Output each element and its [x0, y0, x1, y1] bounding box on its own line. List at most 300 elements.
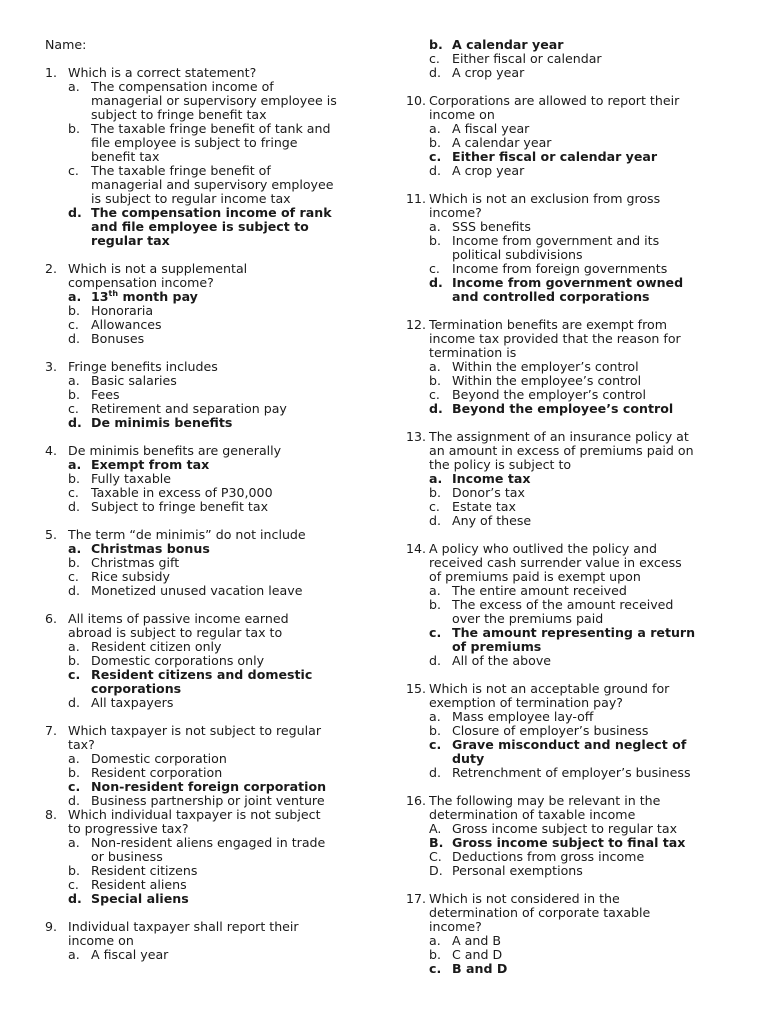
option-text-main: Income from government owned [452, 275, 684, 290]
option-text-main: Resident citizens [91, 863, 198, 878]
option-text-main: Income from government and its [452, 233, 660, 248]
option-letter: d. [429, 163, 441, 178]
option-text-main: Gross income subject to regular tax [452, 821, 678, 836]
option-letter: d. [429, 653, 441, 668]
option-letter: c. [429, 261, 440, 276]
option-text [452, 934, 501, 948]
question-text-continued [45, 822, 375, 836]
answer-option [406, 388, 736, 402]
option-letter: b. [429, 723, 441, 738]
answer-option-correct [45, 458, 375, 472]
answer-option-correct [406, 738, 736, 752]
question-text-continued [406, 570, 736, 584]
option-text-main: Resident aliens [91, 877, 187, 892]
option-letter: a. [68, 541, 82, 556]
option-text [91, 542, 210, 556]
option-text-main: Non-resident foreign corporation [91, 779, 327, 794]
option-text: file employee is subject to fringe [91, 135, 298, 150]
question-text: determination of corporate taxable [429, 905, 651, 920]
answer-option [406, 766, 736, 780]
option-text [91, 878, 187, 892]
option-text-main: Resident corporation [91, 765, 223, 780]
answer-option [45, 486, 375, 500]
question [406, 192, 736, 206]
spacer [45, 598, 375, 612]
option-text-main: The taxable fringe benefit of tank and [91, 121, 331, 136]
answer-option [406, 374, 736, 388]
option-letter: d. [68, 331, 80, 346]
question-text-continued [406, 906, 736, 920]
option-letter: c. [68, 163, 79, 178]
question [45, 528, 375, 542]
option-text-main: Fully taxable [91, 471, 172, 486]
answer-option-correct [45, 416, 375, 430]
answer-option [406, 500, 736, 514]
option-text [91, 164, 271, 178]
answer-option-correct [406, 150, 736, 164]
option-text [91, 290, 198, 304]
option-letter: c. [68, 401, 79, 416]
option-text-main: Grave misconduct and neglect of [452, 737, 687, 752]
option-text-main: A crop year [452, 163, 525, 178]
option-text: duty [452, 751, 485, 766]
option-text [91, 766, 222, 780]
answer-option [45, 388, 375, 402]
answer-option [406, 724, 736, 738]
question-text: income on [429, 107, 495, 122]
option-text [91, 780, 326, 794]
answer-option [45, 864, 375, 878]
option-text: regular tax [91, 233, 170, 248]
question [406, 318, 736, 332]
spacer [406, 668, 736, 682]
option-text [452, 52, 602, 66]
option-letter: a. [68, 751, 80, 766]
answer-option [45, 570, 375, 584]
question-number: 12. [406, 317, 427, 332]
option-text: corporations [91, 681, 182, 696]
name-label: Name: [45, 37, 87, 52]
answer-option [406, 934, 736, 948]
option-text-main: Taxable in excess of P30,000 [91, 485, 273, 500]
answer-option [406, 360, 736, 374]
option-text-continued [406, 290, 736, 304]
option-text [452, 388, 646, 402]
option-letter: c. [429, 499, 440, 514]
option-text [452, 276, 683, 290]
option-text [91, 864, 197, 878]
option-text-continued [45, 150, 375, 164]
option-letter: c. [429, 961, 442, 976]
question-text: income? [429, 919, 482, 934]
option-text: managerial or supervisory employee is [91, 93, 337, 108]
question-number: 2. [45, 261, 58, 276]
option-letter: d. [68, 695, 80, 710]
answer-option [406, 122, 736, 136]
answer-option [45, 752, 375, 766]
option-letter: d. [68, 793, 80, 808]
spacer [406, 878, 736, 892]
option-letter: a. [429, 359, 441, 374]
option-text-main: Christmas bonus [91, 541, 210, 556]
option-text-main: Either fiscal or calendar [452, 51, 602, 66]
option-letter: b. [68, 471, 80, 486]
option-letter: c. [429, 625, 442, 640]
answer-option [406, 52, 736, 66]
answer-option [45, 122, 375, 136]
option-letter: a. [429, 219, 441, 234]
option-letter: d. [429, 275, 443, 290]
option-text [91, 486, 273, 500]
answer-option [406, 514, 736, 528]
option-text: is subject to regular income tax [91, 191, 291, 206]
option-letter: c. [429, 387, 440, 402]
option-text [91, 654, 264, 668]
question-text-continued [406, 108, 736, 122]
option-text-continued [406, 640, 736, 654]
option-text [91, 584, 302, 598]
option-text [91, 388, 120, 402]
question-text: the policy is subject to [429, 457, 572, 472]
option-text [452, 514, 531, 528]
option-text [452, 262, 667, 276]
answer-option [406, 262, 736, 276]
option-text-continued [45, 850, 375, 864]
option-text-continued [45, 192, 375, 206]
question-number: 14. [406, 541, 427, 556]
option-text: political subdivisions [452, 247, 583, 262]
answer-option-correct [406, 836, 736, 850]
option-text-main: Resident citizen only [91, 639, 222, 654]
question-text: an amount in excess of premiums paid on [429, 443, 694, 458]
option-text [452, 500, 516, 514]
option-text [452, 150, 657, 164]
option-text-main: The compensation income of [91, 79, 274, 94]
question-text-continued [406, 346, 736, 360]
question [45, 262, 375, 276]
option-letter: d. [429, 765, 441, 780]
option-text [91, 206, 332, 220]
question [45, 724, 375, 738]
option-text-main: Basic salaries [91, 373, 177, 388]
option-text-main: Mass employee lay-off [452, 709, 594, 724]
option-text [452, 234, 659, 248]
question-text-continued [45, 934, 375, 948]
option-text [452, 122, 529, 136]
option-letter: d. [429, 513, 441, 528]
option-text-main: Either fiscal or calendar year [452, 149, 658, 164]
option-text [452, 220, 531, 234]
option-text [452, 822, 677, 836]
option-text-main: Business partnership or joint venture [91, 793, 325, 808]
answer-option [406, 654, 736, 668]
option-text-main: A fiscal year [452, 121, 530, 136]
question [45, 360, 375, 374]
option-letter: a. [429, 471, 443, 486]
option-text [452, 598, 673, 612]
option-text-main: A fiscal year [91, 947, 169, 962]
answer-option [45, 556, 375, 570]
question [45, 808, 375, 822]
spacer [406, 416, 736, 430]
answer-option [45, 766, 375, 780]
question-text: exemption of termination pay? [429, 695, 623, 710]
option-text [91, 304, 153, 318]
option-letter: d. [68, 499, 80, 514]
question-text-continued [45, 276, 375, 290]
option-text: managerial and supervisory employee [91, 177, 334, 192]
answer-option [406, 864, 736, 878]
option-text-main: Beyond the employee’s control [452, 401, 674, 416]
option-letter: c. [68, 485, 79, 500]
option-text-main: A and B [452, 933, 501, 948]
option-text-main: The entire amount received [452, 583, 627, 598]
option-text [452, 766, 691, 780]
option-text-main: B and D [452, 961, 508, 976]
question-text: tax? [68, 737, 95, 752]
option-text [91, 892, 189, 906]
option-text [452, 962, 507, 976]
option-letter: c. [429, 51, 440, 66]
question-number: 3. [45, 359, 58, 374]
question [406, 794, 736, 808]
answer-option [45, 374, 375, 388]
option-text [452, 472, 530, 486]
question-text: income? [429, 205, 482, 220]
question-text: Which is a correct statement? [68, 65, 257, 80]
option-text-main: Closure of employer’s business [452, 723, 649, 738]
question-number: 6. [45, 611, 58, 626]
option-letter: b. [68, 765, 80, 780]
option-letter: a. [429, 583, 441, 598]
question-text-continued [406, 458, 736, 472]
question-number: 17. [406, 891, 427, 906]
option-text [91, 122, 330, 136]
option-text-main: Retirement and separation pay [91, 401, 287, 416]
question-number: 15. [406, 681, 427, 696]
option-text [91, 332, 144, 346]
option-text-continued [45, 178, 375, 192]
answer-option [45, 654, 375, 668]
answer-option [45, 332, 375, 346]
option-text-main: Non-resident aliens engaged in trade [91, 835, 326, 850]
option-text [91, 794, 325, 808]
question [45, 612, 375, 626]
option-text-main: Gross income subject to final tax [452, 835, 686, 850]
question-text: De minimis benefits are generally [68, 443, 282, 458]
answer-option [45, 402, 375, 416]
answer-option [45, 878, 375, 892]
option-text [452, 738, 686, 752]
spacer [45, 710, 375, 724]
option-letter: D. [429, 863, 443, 878]
answer-option [45, 304, 375, 318]
option-text [452, 584, 627, 598]
question-text: termination is [429, 345, 517, 360]
option-text [452, 38, 564, 52]
option-text-continued [45, 234, 375, 248]
option-text-main: Within the employee’s control [452, 373, 642, 388]
answer-option [406, 850, 736, 864]
option-text-main: Personal exemptions [452, 863, 583, 878]
option-text-main: 13 [91, 289, 109, 304]
option-letter: b. [68, 121, 80, 136]
option-letter: a. [68, 373, 80, 388]
answer-option [45, 500, 375, 514]
option-letter: a. [429, 933, 441, 948]
question-text: Corporations are allowed to report their [429, 93, 680, 108]
question-text: income tax provided that the reason for [429, 331, 681, 346]
option-text-continued [45, 136, 375, 150]
option-text-main: The taxable fringe benefit of [91, 163, 271, 178]
option-letter: a. [68, 457, 82, 472]
option-text-continued [45, 682, 375, 696]
answer-option [406, 164, 736, 178]
option-text-main: Subject to fringe benefit tax [91, 499, 269, 514]
option-letter: b. [68, 653, 80, 668]
option-text-main: Christmas gift [91, 555, 180, 570]
option-text-main: Income tax [452, 471, 531, 486]
option-text [452, 948, 502, 962]
option-letter: d. [429, 65, 441, 80]
option-text-main: Honoraria [91, 303, 154, 318]
option-text-main: Any of these [452, 513, 532, 528]
option-letter: c. [429, 149, 442, 164]
option-text-main: Estate tax [452, 499, 516, 514]
option-text [91, 472, 171, 486]
spacer [406, 304, 736, 318]
question-text-continued [45, 738, 375, 752]
option-text-main: Domestic corporations only [91, 653, 265, 668]
option-text-main: Domestic corporation [91, 751, 227, 766]
option-text [452, 836, 685, 850]
option-text-main: Income from foreign governments [452, 261, 668, 276]
option-letter: c. [429, 737, 442, 752]
question-text: Termination benefits are exempt from [429, 317, 667, 332]
question-number: 7. [45, 723, 58, 738]
option-text-main: Resident citizens and domestic [91, 667, 313, 682]
option-letter: a. [68, 639, 80, 654]
option-text-main: Allowances [91, 317, 162, 332]
answer-option [45, 640, 375, 654]
option-letter: d. [68, 415, 82, 430]
answer-option-correct [45, 780, 375, 794]
option-letter: b. [68, 303, 80, 318]
option-text [452, 486, 525, 500]
question-text: to progressive tax? [68, 821, 189, 836]
answer-option [406, 710, 736, 724]
option-letter: c. [68, 317, 79, 332]
spacer [45, 346, 375, 360]
option-text [91, 80, 274, 94]
question [406, 542, 736, 556]
option-text [91, 556, 179, 570]
option-text [452, 66, 524, 80]
option-letter: d. [429, 401, 443, 416]
question-text-continued [406, 696, 736, 710]
answer-option-correct [45, 668, 375, 682]
question-number: 1. [45, 65, 58, 80]
option-text-main: Exempt from tax [91, 457, 210, 472]
answer-option-correct [45, 206, 375, 220]
option-letter: b. [68, 863, 80, 878]
question-text-continued [406, 556, 736, 570]
option-text-after: month pay [118, 289, 198, 304]
answer-option [45, 472, 375, 486]
option-text-main: All of the above [452, 653, 552, 668]
answer-option [45, 318, 375, 332]
option-letter: d. [68, 583, 80, 598]
option-text-continued [406, 612, 736, 626]
option-text-main: The compensation income of rank [91, 205, 332, 220]
option-text-main: Within the employer’s control [452, 359, 639, 374]
question-text: determination of taxable income [429, 807, 636, 822]
question-text-continued [406, 444, 736, 458]
spacer [406, 80, 736, 94]
option-text [452, 374, 641, 388]
question-text: Which is not an acceptable ground for [429, 681, 670, 696]
option-text [91, 318, 162, 332]
option-text-continued [406, 248, 736, 262]
option-letter: b. [68, 387, 80, 402]
question-text: All items of passive income earned [68, 611, 289, 626]
answer-option [45, 836, 375, 850]
question-number: 5. [45, 527, 58, 542]
option-letter: b. [429, 233, 441, 248]
answer-option-correct [406, 962, 736, 976]
option-text [91, 696, 173, 710]
option-letter: b. [429, 135, 441, 150]
question-text: The assignment of an insurance policy at [429, 429, 689, 444]
option-text [452, 710, 593, 724]
answer-option-correct [406, 626, 736, 640]
option-text: benefit tax [91, 149, 160, 164]
option-text [91, 948, 168, 962]
option-letter: d. [68, 205, 82, 220]
answer-option [45, 696, 375, 710]
option-text-main: A calendar year [452, 37, 564, 52]
option-text [452, 654, 551, 668]
option-letter: c. [68, 667, 81, 682]
answer-option [406, 584, 736, 598]
option-text [452, 360, 639, 374]
option-text-main: Rice subsidy [91, 569, 170, 584]
question-number: 10. [406, 93, 427, 108]
spacer [45, 248, 375, 262]
option-text-main: Deductions from gross income [452, 849, 645, 864]
option-letter: a. [429, 709, 441, 724]
question-text: Individual taxpayer shall report their [68, 919, 299, 934]
answer-option [45, 584, 375, 598]
question [406, 430, 736, 444]
question-text: The term “de minimis” do not include [68, 527, 306, 542]
option-letter: b. [429, 597, 441, 612]
option-text-continued [45, 94, 375, 108]
answer-option [45, 794, 375, 808]
answer-option [406, 136, 736, 150]
question-text: Which is not an exclusion from gross [429, 191, 661, 206]
option-letter: a. [68, 835, 80, 850]
option-text-main: C and D [452, 947, 503, 962]
question-number: 16. [406, 793, 427, 808]
option-text: and file employee is subject to [91, 219, 309, 234]
option-text [452, 164, 524, 178]
question [45, 66, 375, 80]
question-text: of premiums paid is exempt upon [429, 569, 641, 584]
answer-option [45, 80, 375, 94]
option-text-main: A calendar year [452, 135, 552, 150]
question-text-continued [406, 920, 736, 934]
